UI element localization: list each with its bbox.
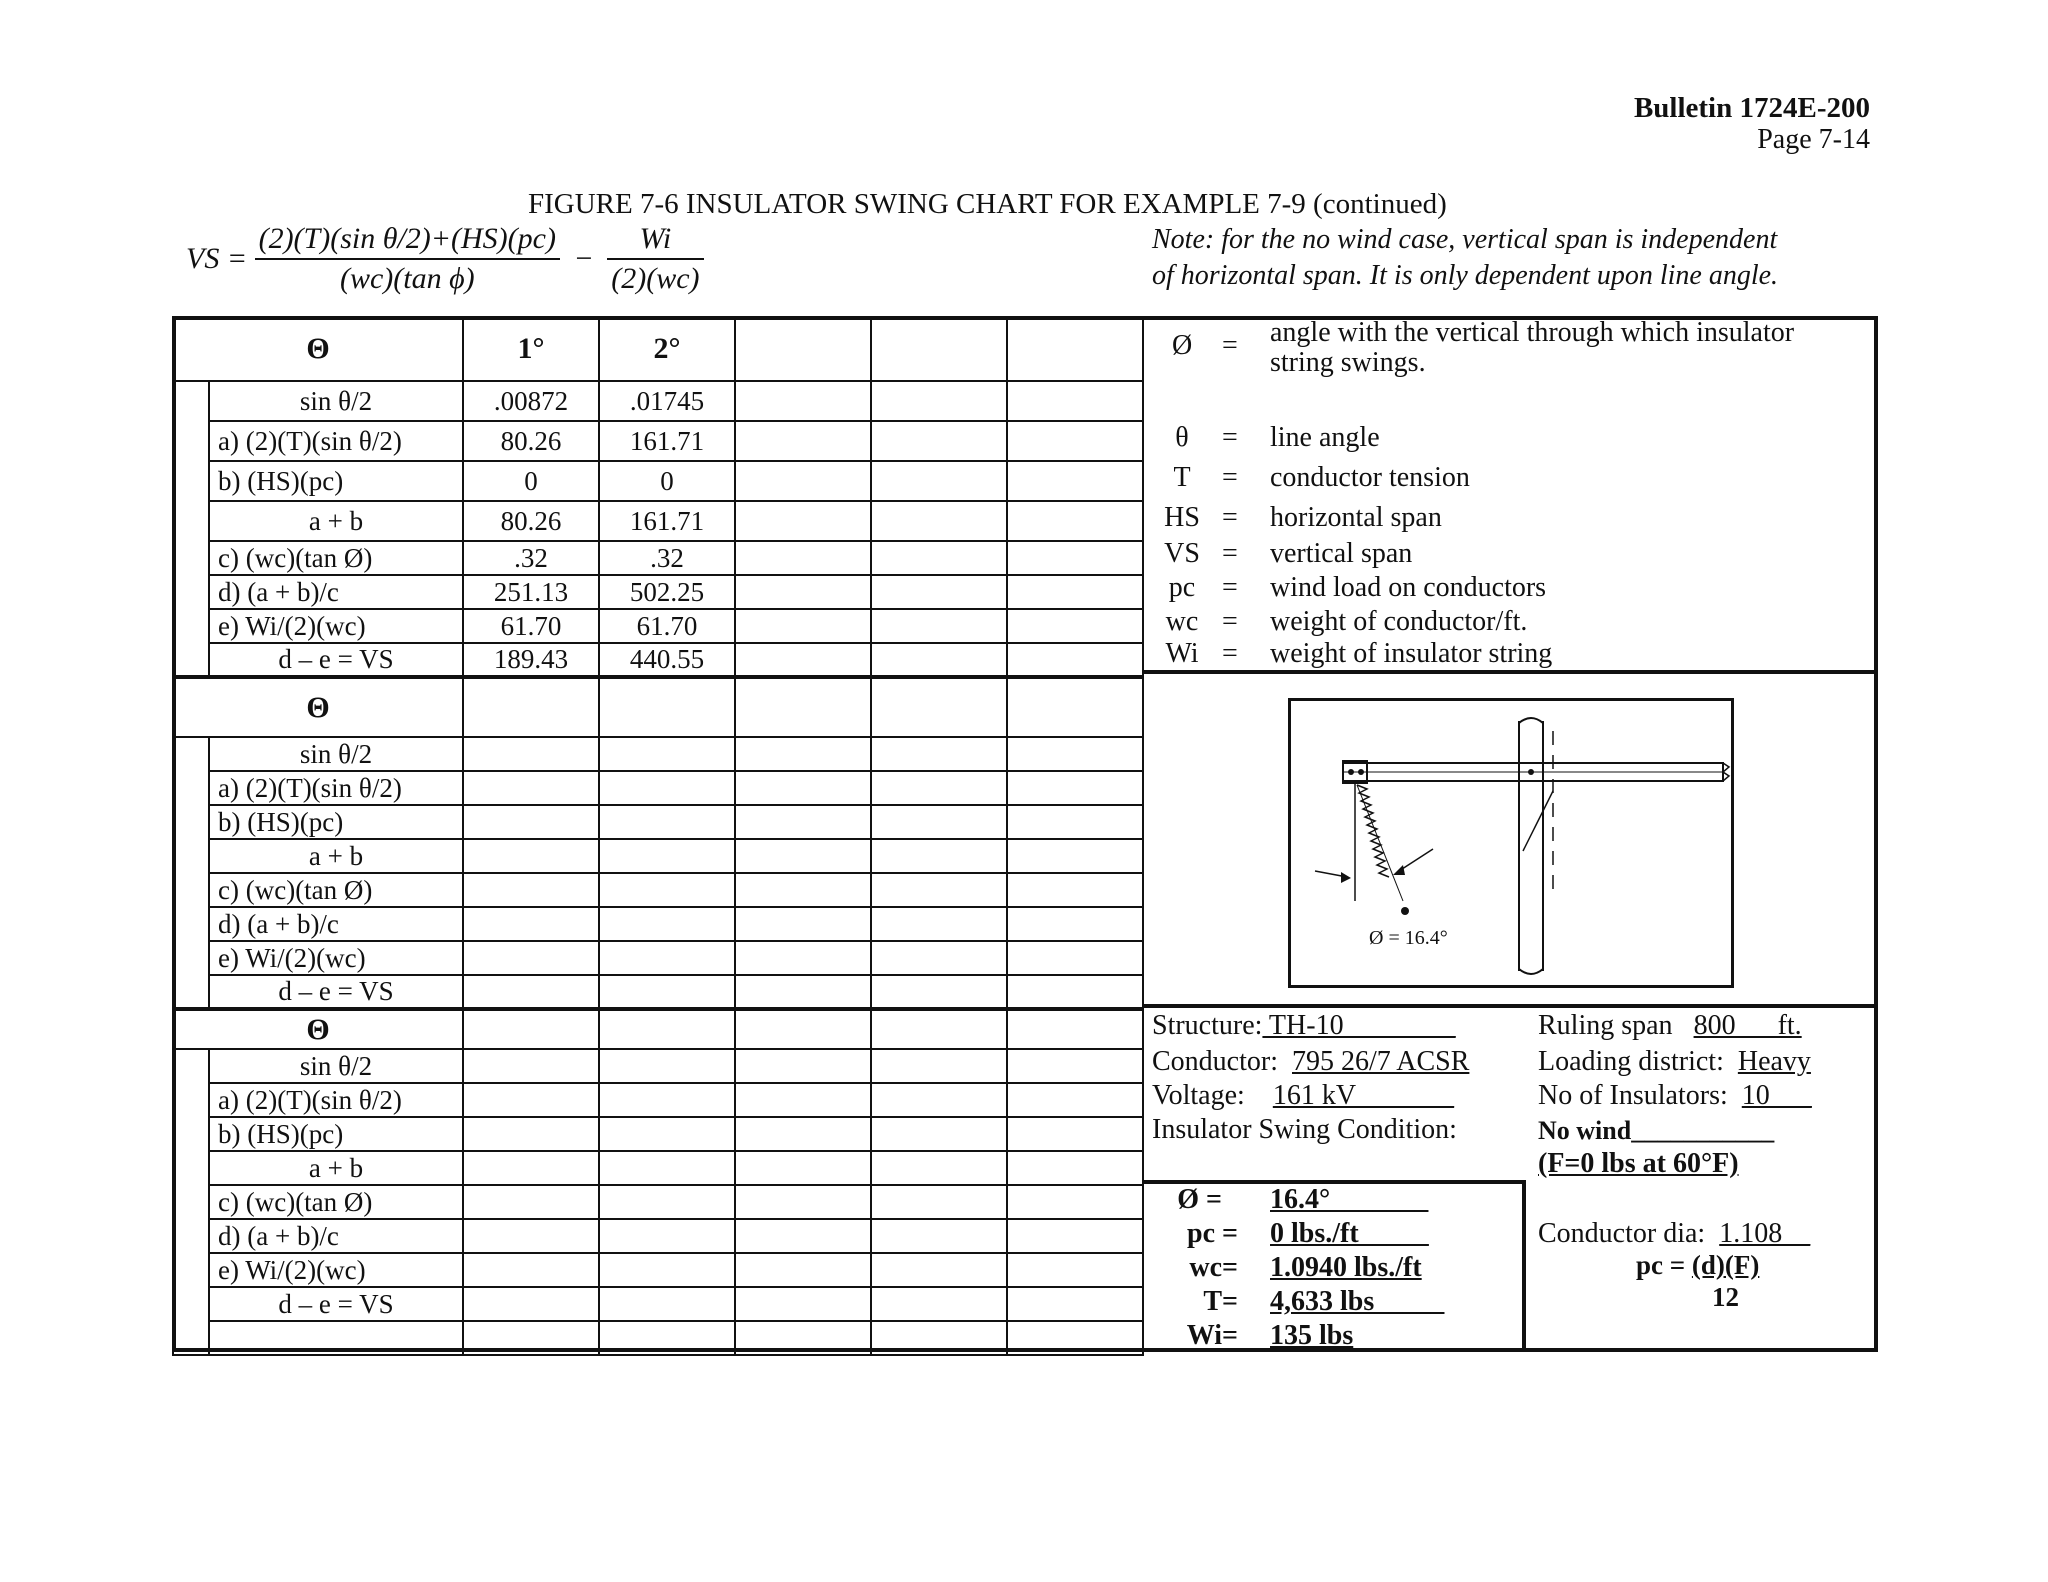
right-panel-divider-bottom [1142,1004,1878,1008]
row-label: a + b [209,839,463,873]
value-symbol: T= [1203,1286,1238,1317]
row-label: a) (2)(T)(sin θ/2) [209,1083,463,1117]
empty-cell [1007,317,1143,381]
voltage-value: 161 kV_______ [1272,1080,1455,1111]
row-label: e) Wi/(2)(wc) [209,609,463,643]
cell-value: 189.43 [463,643,599,677]
row-label: d) (a + b)/c [209,1219,463,1253]
row-label: sin θ/2 [209,737,463,771]
pc-formula-numerator: (d)(F) [1691,1250,1760,1280]
structure-field [1152,1010,1456,1042]
condition-label: (F=0 lbs at 60°F) [1538,1148,1739,1179]
legend-equals: = [1222,572,1238,603]
row-label: a) (2)(T)(sin θ/2) [209,771,463,805]
row-label: sin θ/2 [209,381,463,421]
row-label: d – e = VS [209,975,463,1009]
row-label: b) (HS)(pc) [209,805,463,839]
cell-value: 0 [463,461,599,501]
right-panel-divider-top [1142,670,1878,674]
voltage-label: Voltage: [1152,1080,1245,1111]
cell-value: 80.26 [463,421,599,461]
theta-header: Θ [173,1009,463,1049]
theta-header: Θ [173,677,463,737]
empty-cell [735,317,871,381]
legend-desc-line-2: string swings. [1270,347,1426,378]
formula-fraction-1 [255,222,560,296]
bulletin-number: Bulletin 1724E-200 [1633,92,1870,124]
value-text: 4,633 lbs_____ [1270,1286,1445,1317]
legend-equals: = [1222,502,1238,533]
figure-title: FIGURE 7-6 INSULATOR SWING CHART FOR EXAMPLE 7-9 (continued) [528,188,1447,220]
insulators-field [1538,1080,1812,1112]
cell-value: .01745 [599,381,735,421]
legend-equals: = [1222,638,1238,669]
legend-symbol: θ [1175,422,1189,453]
value-text: 1.0940 lbs./ft [1270,1252,1422,1283]
insulators-label: No of Insulators: [1538,1080,1728,1111]
formula-minus: − [573,242,594,275]
note [1152,222,1778,294]
swing-calculation-table [172,316,1144,1356]
value-text: 135 lbs [1270,1320,1354,1351]
row-label: a + b [209,501,463,541]
legend-desc: wind load on conductors [1270,572,1547,603]
loading-district-label: Loading district: [1538,1046,1724,1077]
crossarm-pole-illustration [1291,701,1731,985]
row-label: e) Wi/(2)(wc) [209,1253,463,1287]
row-label: c) (wc)(tan Ø) [209,541,463,575]
voltage-field [1152,1080,1454,1112]
formula-numerator-2: Wi [607,222,703,260]
conductor-dia-field [1538,1218,1810,1250]
swing-condition-label: Insulator Swing Condition: [1152,1114,1457,1145]
legend-symbol: Wi [1165,638,1199,669]
row-label: b) (HS)(pc) [209,461,463,501]
cell-value: 440.55 [599,643,735,677]
col-header-2: 2° [599,317,735,381]
legend-desc: weight of conductor/ft. [1270,606,1528,637]
cell-value: .00872 [463,381,599,421]
legend-symbol: HS [1164,502,1200,533]
row-label: d) (a + b)/c [209,575,463,609]
value-symbol: wc= [1189,1252,1238,1283]
cell-value: 161.71 [599,421,735,461]
cell-value: 80.26 [463,501,599,541]
col-header-1: 1° [463,317,599,381]
note-line-1: Note: for the no wind case, vertical span is independent [1152,224,1778,255]
loading-district-field [1538,1046,1811,1078]
pc-formula-denominator: 12 [1712,1282,1739,1312]
legend-desc: conductor tension [1270,462,1470,493]
formula-numerator-1: (2)(T)(sin θ/2)+(HS)(pc) [255,222,560,260]
row-label: d – e = VS [209,1287,463,1321]
formula-lhs: VS = [186,242,248,275]
legend-symbol: T [1173,462,1191,493]
legend-symbol: pc [1168,572,1196,603]
phi-angle-label: Ø = 16.4° [1369,927,1448,949]
row-label: c) (wc)(tan Ø) [209,1185,463,1219]
row-label: d) (a + b)/c [209,907,463,941]
row-label: a + b [209,1151,463,1185]
conductor-dia-value: 1.108__ [1719,1218,1811,1249]
row-group-margin [173,737,209,1009]
row-label: sin θ/2 [209,1049,463,1083]
legend-symbol: wc [1165,606,1199,637]
value-symbol: Wi= [1186,1320,1238,1351]
cell-value: 502.25 [599,575,735,609]
legend-desc: horizontal span [1270,502,1442,533]
theta-header: Θ [173,317,463,381]
empty-cell [871,317,1007,381]
legend-desc: line angle [1270,422,1380,453]
value-symbol: Ø = [1177,1184,1222,1215]
conductor-value: 795 26/7 ACSR [1292,1046,1470,1077]
row-label: a) (2)(T)(sin θ/2) [209,421,463,461]
structure-label: Structure: [1152,1010,1263,1041]
ruling-span-field [1538,1010,1802,1042]
cell-value: .32 [463,541,599,575]
legend-equals: = [1222,330,1238,361]
ruling-span-value: 800___ft. [1693,1010,1802,1041]
loading-district-value: Heavy [1737,1046,1811,1077]
legend-equals: = [1222,422,1238,453]
conductor-dia-label: Conductor dia: [1538,1218,1706,1249]
cell-value: 0 [599,461,735,501]
value-text: 0 lbs./ft_____ [1270,1218,1429,1249]
formula-fraction-2 [607,222,703,296]
structure-value: TH-10________ [1262,1010,1456,1041]
insulators-value: 10___ [1741,1080,1812,1111]
value-symbol: pc = [1187,1218,1238,1249]
value-text: 16.4°_______ [1270,1184,1429,1215]
conductor-label: Conductor: [1152,1046,1278,1077]
legend-desc: weight of insulator string [1270,638,1553,669]
cell-value: 251.13 [463,575,599,609]
no-wind-label: No wind___________ [1538,1116,1775,1145]
legend-equals: = [1222,462,1238,493]
cell-value: .32 [599,541,735,575]
cell-value: 61.70 [463,609,599,643]
legend-desc: vertical span [1270,538,1413,569]
note-line-2: of horizontal span. It is only dependent upon line angle. [1152,260,1779,291]
vs-formula [186,222,704,296]
cell-value: 161.71 [599,501,735,541]
legend-desc-line-1: angle with the vertical through which insulator [1270,317,1795,348]
cell-value: 61.70 [599,609,735,643]
page-number: Page 7-14 [1757,124,1870,155]
row-label: c) (wc)(tan Ø) [209,873,463,907]
row-label: b) (HS)(pc) [209,1117,463,1151]
legend-symbol: Ø [1172,330,1193,361]
legend-equals: = [1222,538,1238,569]
row-group-margin [173,381,209,677]
row-group-margin [173,1049,209,1355]
conductor-field [1152,1046,1469,1078]
row-label: e) Wi/(2)(wc) [209,941,463,975]
legend-symbol: VS [1164,538,1200,569]
formula-denominator-1: (wc)(tan ϕ) [339,262,475,295]
pc-formula [1636,1250,1759,1281]
legend-equals: = [1222,606,1238,637]
legend-desc [1270,318,1794,378]
pc-formula-lhs: pc = [1636,1250,1686,1280]
formula-denominator-2: (2)(wc) [611,262,700,295]
insulator-swing-diagram [1288,698,1734,988]
row-label: d – e = VS [209,643,463,677]
ruling-span-label: Ruling span [1538,1010,1673,1041]
